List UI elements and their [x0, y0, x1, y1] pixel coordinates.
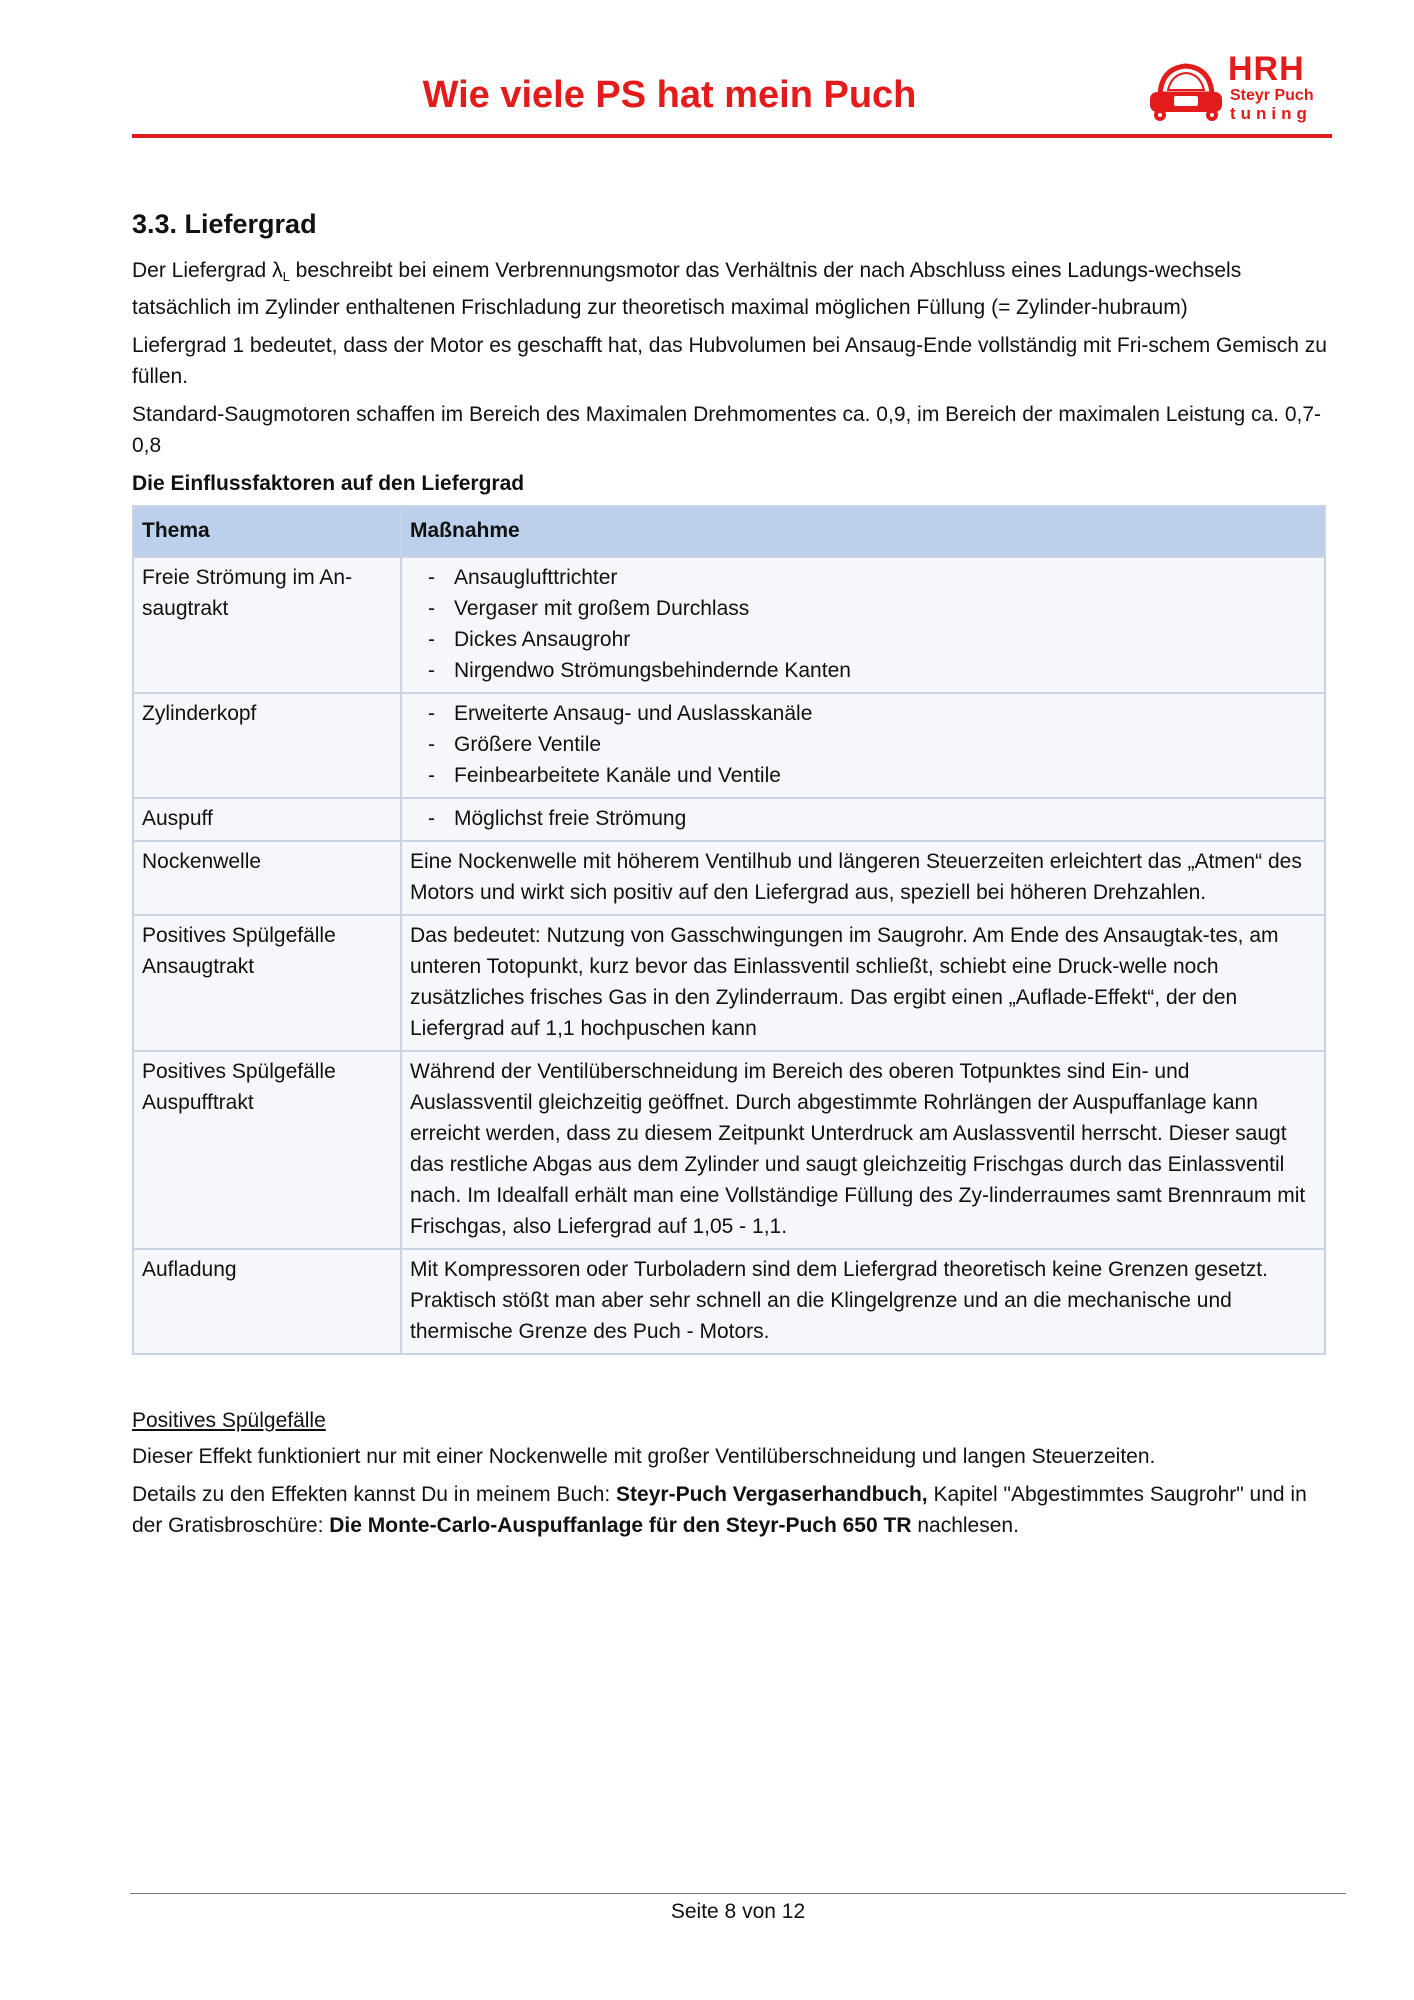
effect-paragraph: Dieser Effekt funktioniert nur mit einer Nockenwelle mit großer Ventilüberschneidung und langen Steuerzeiten.: [132, 1445, 1156, 1468]
list-item: - Vergaser mit großem Durchlass: [410, 593, 1316, 624]
column-header-massnahme: Maßnahme: [401, 506, 1325, 557]
footer-divider: [130, 1893, 1346, 1894]
subheading-spuelgefaelle: Positives Spülgefälle: [132, 1409, 326, 1432]
massnahme-text: Mit Kompressoren oder Turboladern sind dem Liefergrad theoretisch keine Grenzen gesetzt.: [410, 1258, 1268, 1281]
table-row: [133, 1249, 1325, 1354]
row-massnahme: Eine Nockenwelle mit höherem Ventilhub und längeren Steuerzeiten erleichtert das „Atmen“ des Motors und wirkt sich positiv auf den Liefergrad aus, speziell bei höheren Drehzahlen.: [401, 841, 1325, 915]
table-row: [133, 915, 1325, 1051]
logo-brand: Steyr Puch: [1230, 87, 1314, 104]
row-massnahme: [401, 557, 1325, 693]
logo-tuning: tuning: [1230, 104, 1312, 123]
list-item: - Dickes Ansaugrohr: [410, 624, 1316, 655]
car-logo-icon: [1146, 54, 1226, 124]
intro-text-rest: beschreibt bei einem Verbrennungsmotor das Verhältnis der nach Abschluss eines Ladungs-wechsels tatsächlich im Zylinder enthaltenen Frischladung zur theoretisch maximal möglichen Füllung (= Zylinder-hubraum): [132, 259, 1242, 319]
measure-list: [410, 698, 1316, 791]
table-row: [133, 693, 1325, 798]
section-heading: 3.3. Liefergrad: [132, 209, 317, 239]
list-item: - Nirgendwo Strömungsbehindernde Kanten: [410, 655, 1316, 686]
paragraph-3: Standard-Saugmotoren schaffen im Bereich des Maximalen Drehmomentes ca. 0,9, im Bereich der maximalen Leistung ca. 0,7- 0,8: [132, 403, 1322, 457]
lambda-subscript: L: [282, 269, 290, 284]
details-text: Kapitel "Abgestimmtes Saugrohr" und in der Gratisbroschüre:: [132, 1483, 1307, 1537]
document-title: Wie viele PS hat mein Puch: [422, 74, 917, 116]
table-row: [133, 557, 1325, 693]
table-title: Die Einflussfaktoren auf den Liefergrad: [132, 472, 525, 495]
book-title: Steyr-Puch Vergaserhandbuch,: [616, 1483, 928, 1506]
page-number: Seite 8 von 12: [670, 1900, 806, 1923]
after-table-section: [132, 1405, 1332, 1541]
measure-list: [410, 803, 1316, 834]
brochure-title: Die Monte-Carlo-Auspuffanlage für den Steyr-Puch 650 TR: [329, 1514, 912, 1537]
details-text: Details zu den Effekten kannst Du in meinem Buch:: [132, 1483, 617, 1506]
row-thema: Nockenwelle: [133, 841, 401, 915]
row-thema: Positives Spülgefälle Auspufftrakt: [133, 1051, 401, 1249]
row-thema: Freie Strömung im An-saugtrakt: [133, 557, 401, 693]
table-row: [133, 841, 1325, 915]
row-thema: Positives Spülgefälle Ansaugtrakt: [133, 915, 401, 1051]
logo-hrh: HRH: [1228, 50, 1305, 88]
table-header-row: [133, 506, 1325, 557]
page-content: [132, 207, 1332, 1548]
row-massnahme: Das bedeutet: Nutzung von Gasschwingungen im Saugrohr. Am Ende des Ansaugtak-tes, am unteren Totopunkt, kurz bevor das Einlassventil schließt, schiebt eine Druck-welle noch zusätzliches frisches Gas in den Zylinderraum. Das ergibt einen „Auflade-Effekt“, der den Liefergrad auf 1,1 hochpuschen kann: [401, 915, 1325, 1051]
header-divider: [132, 134, 1332, 138]
intro-text: Der Liefergrad λ: [132, 259, 283, 282]
paragraph-2: Liefergrad 1 bedeutet, dass der Motor es geschafft hat, das Hubvolumen bei Ansaug-Ende vollständig mit Fri-schem Gemisch zu füllen.: [132, 334, 1327, 388]
measure-list: [410, 562, 1316, 686]
table-row: [133, 798, 1325, 841]
row-massnahme: [401, 693, 1325, 798]
row-massnahme: [401, 1249, 1325, 1354]
row-thema: Zylinderkopf: [133, 693, 401, 798]
factors-table: [132, 505, 1326, 1355]
massnahme-text: Praktisch stößt man aber sehr schnell an die Klingelgrenze und an die mechanische und thermische Grenze des Puch - Motors.: [410, 1289, 1232, 1343]
page-header: [132, 52, 1332, 142]
list-item: - Größere Ventile: [410, 729, 1316, 760]
list-item: - Möglichst freie Strömung: [410, 803, 1316, 834]
list-item: - Ansauglufttrichter: [410, 562, 1316, 593]
hrh-logo: [1146, 52, 1326, 128]
row-massnahme: Während der Ventilüberschneidung im Bereich des oberen Totpunktes sind Ein- und Auslassventil gleichzeitig geöffnet. Durch abgestimmte Rohrlängen der Auspuffanlage kann erreicht werden, dass zu diesem Zeitpunkt Unterdruck am Auslassventil herrscht. Dieser saugt das restliche Abgas aus dem Zylinder und saugt gleichzeitig Frischgas durch das Einlassventil nach. Im Idealfall erhält man eine Vollständige Füllung des Zy-linderraumes samt Brennraum mit Frischgas, also Liefergrad auf 1,05 - 1,1.: [401, 1051, 1325, 1249]
table-row: [133, 1051, 1325, 1249]
details-paragraph: [132, 1479, 1332, 1541]
intro-paragraph: [132, 255, 1332, 323]
column-header-thema: Thema: [133, 506, 401, 557]
list-item: - Feinbearbeitete Kanäle und Ventile: [410, 760, 1316, 791]
row-thema: Auspuff: [133, 798, 401, 841]
row-massnahme: [401, 798, 1325, 841]
list-item: - Erweiterte Ansaug- und Auslasskanäle: [410, 698, 1316, 729]
details-text: nachlesen.: [911, 1514, 1019, 1537]
row-thema: Aufladung: [133, 1249, 401, 1354]
